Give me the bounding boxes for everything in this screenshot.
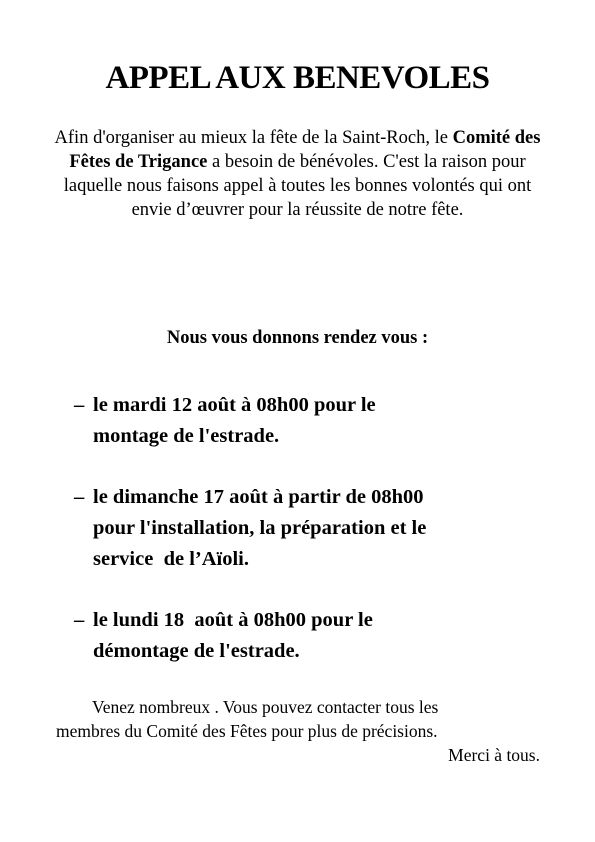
intro-paragraph	[54, 126, 541, 222]
schedule-item-line: le mardi 12 août à 08h00 pour le	[93, 394, 376, 416]
schedule-item-line: démontage de l'estrade.	[93, 640, 300, 662]
dash-bullet: –	[74, 609, 85, 631]
page-title: APPEL AUX BENEVOLES	[105, 60, 490, 96]
closing-line: Venez nombreux . Vous pouvez contacter tous les	[92, 697, 439, 717]
schedule-item-sunday	[74, 482, 554, 575]
schedule-item-monday	[74, 605, 554, 667]
closing-paragraph	[40, 695, 540, 767]
dash-bullet: –	[74, 394, 85, 416]
intro-text-end: a besoin de bénévoles. C'est la raison pour laquelle nous faisons appel à toutes les bonnes volontés qui ont envie d’œuvrer pour la réussite de notre fête.	[63, 152, 532, 220]
schedule-item-line: le lundi 18 août à 08h00 pour le	[93, 609, 373, 631]
schedule-item-line: service de l’Aïoli.	[93, 548, 249, 570]
schedule-item-line: montage de l'estrade.	[93, 425, 280, 447]
schedule-item-line: le dimanche 17 août à partir de 08h00	[93, 486, 424, 508]
closing-line: membres du Comité des Fêtes pour plus de précisions.	[56, 721, 438, 741]
schedule-list	[74, 390, 554, 667]
rendezvous-heading: Nous vous donnons rendez vous :	[166, 328, 429, 348]
closing-thanks: Merci à tous.	[448, 745, 540, 765]
schedule-item-tuesday	[74, 390, 554, 452]
dash-bullet: –	[74, 486, 85, 508]
schedule-item-line: pour l'installation, la préparation et le	[93, 517, 427, 539]
organizer-name: Comité des Fêtes de Trigance	[69, 128, 541, 172]
intro-text-start: Afin d'organiser au mieux la fête de la Saint-Roch, le	[54, 128, 453, 148]
